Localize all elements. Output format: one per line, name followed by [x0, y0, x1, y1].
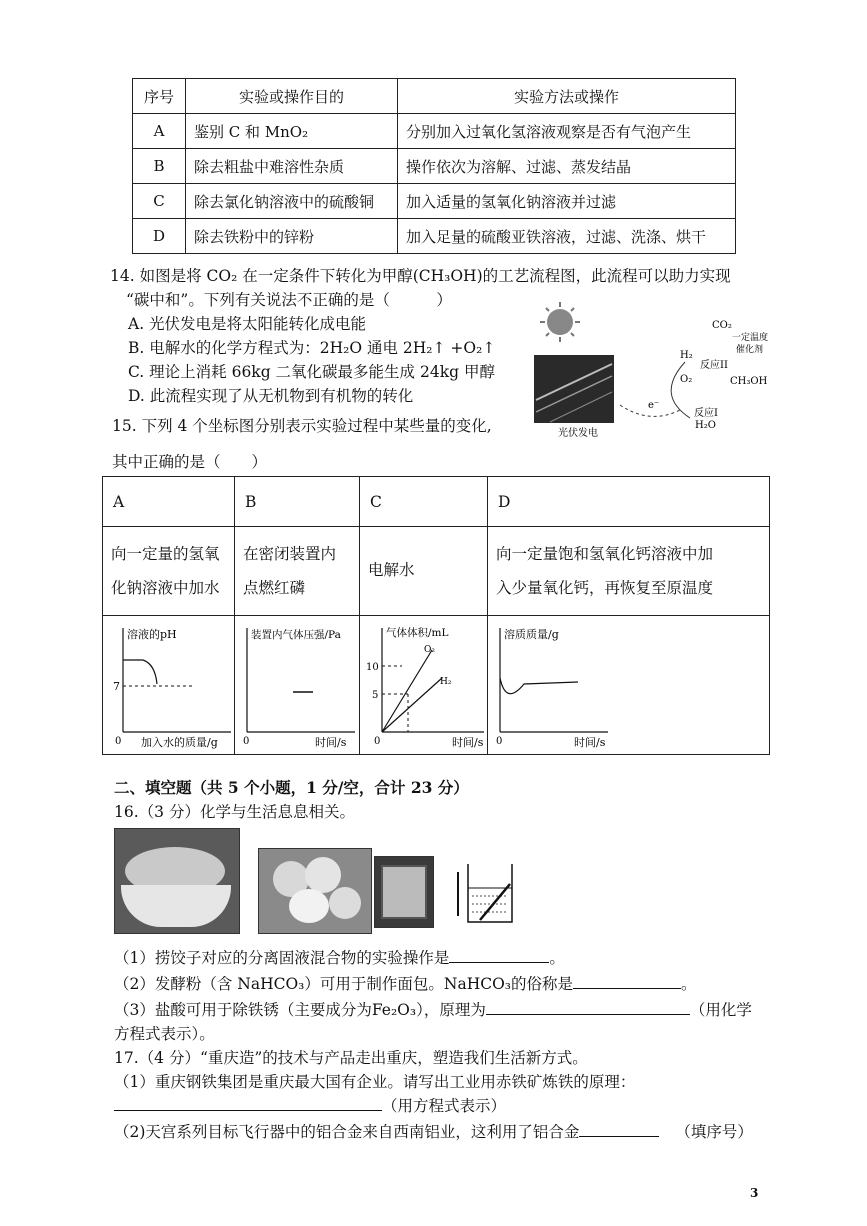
- table-header-cell: 实验方法或操作: [398, 79, 736, 114]
- rusty-nail-beaker-figure: [450, 858, 516, 928]
- desc-line: 电解水: [368, 561, 415, 579]
- bread-photo: [258, 848, 372, 934]
- q17-sub1-note: （用方程式表示）: [382, 1097, 507, 1115]
- q16-sub3: [114, 998, 752, 1020]
- table-cell: 除去氯化钠溶液中的硫酸铜: [186, 184, 398, 219]
- page-number: 3: [750, 1186, 759, 1200]
- col-desc: [488, 527, 770, 616]
- table-cell: C: [133, 184, 186, 219]
- table-cell: B: [133, 149, 186, 184]
- q14-stem-cont: “碳中和”。下列有关说法不正确的是（ ）: [126, 291, 452, 309]
- sun-icon: [540, 302, 580, 342]
- table-header-cell: 序号: [133, 79, 186, 114]
- desc-line: 向一定量饱和氢氧化钙溶液中加: [496, 545, 714, 563]
- graph-letter-row: [103, 477, 770, 527]
- graph-c-tick10: 10: [366, 662, 379, 673]
- table-cell: 加入足量的硫酸亚铁溶液，过滤、洗涤、烘干: [398, 219, 736, 254]
- answer-blank[interactable]: [449, 948, 549, 963]
- table-row: [133, 219, 736, 254]
- q17-stem: 17.（4 分）“重庆造”的技术与产品走出重庆，塑造我们生活新方式。: [114, 1049, 588, 1067]
- electron-label: e⁻: [648, 400, 660, 411]
- desc-line: 化钠溶液中加水: [111, 579, 220, 597]
- graph-c-o2-label: O₂: [424, 645, 435, 655]
- graph-c-origin: 0: [374, 736, 381, 747]
- graph-d-curve: [500, 678, 578, 694]
- graph-d-ylabel: 溶质质量/g: [504, 628, 559, 641]
- process-flow-figure: [530, 300, 770, 440]
- table-cell: 鉴别 C 和 MnO₂: [186, 114, 398, 149]
- co2-label: CO₂: [712, 320, 732, 331]
- q14-stem: 14. 如图是将 CO₂ 在一定条件下转化为甲醇(CH₃OH)的工艺流程图，此流程可以助力实现: [110, 267, 731, 285]
- q15-stem: 15. 下列 4 个坐标图分别表示实验过程中某些量的变化,: [112, 417, 492, 435]
- col-desc: [360, 527, 488, 616]
- q16-sub2: [114, 972, 697, 994]
- table-cell: D: [133, 219, 186, 254]
- table-row: [133, 114, 736, 149]
- graph-desc-row: [103, 527, 770, 616]
- graph-b-xlabel: 时间/s: [315, 736, 347, 749]
- q16-sub3-end: （用化学: [689, 1001, 752, 1019]
- graph-b-origin: 0: [243, 736, 250, 747]
- catalyst-label-1: 一定温度: [732, 333, 769, 343]
- table-header-cell: 实验或操作目的: [186, 79, 398, 114]
- q17-sub2: [114, 1120, 753, 1142]
- q16-sub2-end: 。: [681, 975, 697, 993]
- q16-stem: 16.（3 分）化学与生活息息相关。: [114, 803, 355, 821]
- q14-option-c: C. 理论上消耗 66kg 二氧化碳最多能生成 24kg 甲醇: [128, 363, 495, 381]
- h2-label: H₂: [680, 350, 693, 361]
- col-desc: [103, 527, 235, 616]
- section-heading: 二、填空题（共 5 个小题，1 分/空，合计 23 分）: [114, 778, 469, 797]
- answer-blank[interactable]: [579, 1122, 659, 1137]
- table-cell: 操作依次为溶解、过滤、蒸发结晶: [398, 149, 736, 184]
- q14-option-d: D. 此流程实现了从无机物到有机物的转化: [128, 387, 414, 405]
- table-cell: 除去铁粉中的锌粉: [186, 219, 398, 254]
- graph-d-xlabel: 时间/s: [574, 736, 606, 749]
- graph-d-origin: 0: [496, 736, 503, 747]
- q16-sub3-text: （3）盐酸可用于除铁锈（主要成分为Fe₂O₃），原理为: [114, 1001, 486, 1019]
- answer-blank[interactable]: [114, 1096, 382, 1111]
- desc-line: 在密闭装置内: [243, 545, 337, 563]
- ch3oh-label: CH₃OH: [730, 376, 768, 387]
- q17-sub1-answer: [114, 1094, 506, 1116]
- o2-label: O₂: [680, 374, 693, 385]
- graph-a-curve: [123, 660, 157, 684]
- q16-sub2-text: （2）发酵粉（含 NaHCO₃）可用于制作面包。NaHCO₃的俗称是: [114, 975, 573, 993]
- q14-option-a: A. 光伏发电是将太阳能转化成电能: [128, 315, 367, 333]
- graph-b-ylabel: 装置内气体压强/Pa: [251, 629, 341, 641]
- q16-sub1-end: 。: [549, 949, 565, 967]
- graph-a-xlabel: 加入水的质量/g: [141, 736, 218, 749]
- graph-c-h2-line: [382, 678, 442, 732]
- graph-cell-c: [360, 616, 488, 755]
- graph-c-ylabel: 气体体积/mL: [386, 627, 449, 639]
- cycle-arrow: [671, 362, 693, 418]
- desc-line: 点燃红磷: [243, 579, 306, 597]
- graph-row: [103, 616, 770, 755]
- reaction2-label: 反应II: [700, 360, 728, 371]
- q17-sub2-text: （2)天宫系列目标飞行器中的铝合金来自西南铝业，这利用了铝合金: [114, 1123, 580, 1141]
- graph-b: [235, 616, 359, 750]
- col-letter: B: [235, 477, 360, 527]
- q17-sub1: （1）重庆钢铁集团是重庆最大国有企业。请写出工业用赤铁矿炼铁的原理：: [114, 1073, 636, 1091]
- graph-cell-b: [235, 616, 360, 755]
- answer-blank[interactable]: [573, 974, 681, 989]
- solar-panel-photo: [534, 355, 614, 423]
- graph-c: [360, 616, 487, 750]
- graph-table: [102, 476, 770, 755]
- graph-a: [103, 616, 234, 750]
- graph-a-ylabel: 溶液的pH: [127, 628, 177, 641]
- col-letter: A: [103, 477, 235, 527]
- q16-sub1-text: （1）捞饺子对应的分离固液混合物的实验操作是: [114, 949, 450, 967]
- graph-a-tick7: 7: [113, 680, 120, 693]
- col-desc: [235, 527, 360, 616]
- catalyst-label-2: 催化剂: [736, 345, 764, 355]
- reaction1-label: 反应I: [694, 408, 718, 419]
- yeast-packet-photo: [374, 856, 434, 928]
- table-cell: 加入适量的氢氧化钠溶液并过滤: [398, 184, 736, 219]
- desc-line: 向一定量的氢氧: [111, 545, 220, 563]
- table-cell: 除去粗盐中难溶性杂质: [186, 149, 398, 184]
- table-cell: A: [133, 114, 186, 149]
- graph-cell-a: [103, 616, 235, 755]
- q14-option-b: B. 电解水的化学方程式为：2H₂O 通电 2H₂↑ +O₂↑: [128, 339, 496, 357]
- graph-c-o2-line: [382, 650, 432, 732]
- table-row: [133, 149, 736, 184]
- table-cell: 分别加入过氧化氢溶液观察是否有气泡产生: [398, 114, 736, 149]
- graph-a-origin: 0: [115, 736, 122, 747]
- beaker-icon: [468, 864, 512, 922]
- answer-blank[interactable]: [486, 1000, 690, 1015]
- col-letter: C: [360, 477, 488, 527]
- q16-sub1: [114, 946, 565, 968]
- experiment-table: [132, 78, 736, 254]
- dumpling-pot-photo: [114, 828, 240, 934]
- table-row: [133, 184, 736, 219]
- desc-line: 入少量氧化钙，再恢复至原温度: [496, 579, 714, 597]
- q15-stem-cont: 其中正确的是（ ）: [112, 453, 268, 471]
- h2o-label: H₂O: [695, 420, 716, 431]
- col-letter: D: [488, 477, 770, 527]
- table-header-row: [133, 79, 736, 114]
- q16-sub3-cont: 方程式表示）。: [114, 1025, 215, 1043]
- graph-d: [488, 616, 748, 750]
- q17-sub2-note: （填序号）: [675, 1123, 753, 1141]
- graph-c-tick5: 5: [372, 690, 379, 701]
- graph-c-xlabel: 时间/s: [452, 736, 484, 749]
- graph-c-h2-label: H₂: [440, 677, 452, 687]
- pv-label: 光伏发电: [558, 428, 598, 439]
- graph-cell-d: [488, 616, 770, 755]
